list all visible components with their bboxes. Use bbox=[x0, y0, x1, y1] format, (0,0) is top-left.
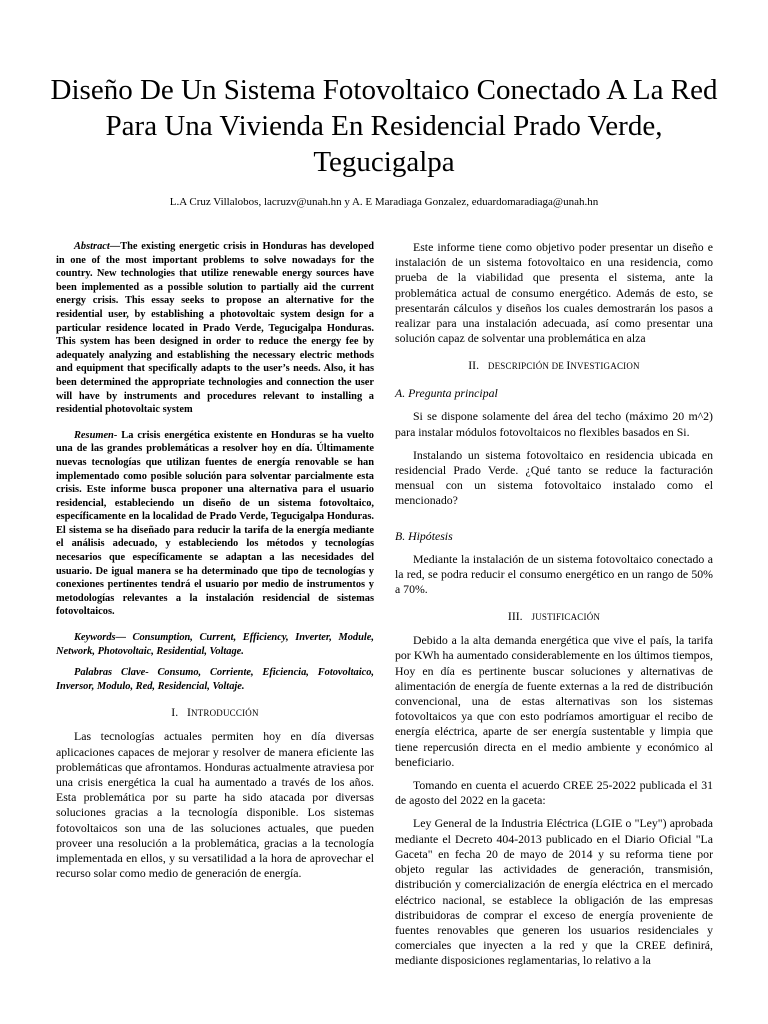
abstract-text: The existing energetic crisis in Honduras has developed in one of the most important problems to solve nowadays for the country. New technologies that utilize renewable energy sources have been implemented as a possible solution to partially aid the current energy crisis. This essay seeks to propose an alternative for the residential user, by establishing a photovoltaic system design for a particular residence located in Prado Verde, Tegucigalpa Honduras. This system has been designed in order to reduce the energy fee by adequately analyzing and establishing the necessary electric methods and equipment that specifically adapts to the user’s needs. Also, it has been determined the appropriate technologies and connection the user will have by instruments and procedures relevant to installing a residential photovoltaic system bbox=[56, 241, 374, 416]
section-initial: I bbox=[187, 705, 191, 720]
section-initial: I bbox=[566, 358, 571, 373]
resumen-lead: Resumen- bbox=[74, 429, 118, 441]
resumen-text: La crisis energética existente en Honduras se ha vuelto una de las grandes problemáticas a resolver hoy en día. Últimamente nuevas tecnologías que utilizan fuentes de energía renovable se han implementado como posible solución para solventar parcialmente esta crisis. Este informe busca proponer una alternativa para el usuario residencial, estableciendo un diseño de un sistema fotovoltaico, específicamente en la localidad de Prado Verde, Tegucigalpa Honduras. El sistema se ha diseñado para reducir la tarifa de la energía mediante el análisis adecuado, y estableciendo los métodos y tecnologías necesarios que específicamente se adaptan a las necesidades del usuario. De igual manera se ha determinado que tipo de tecnologías y conexiones pertinentes tendrá el usuario por medio de instrumentos y metodologías relevantes a la instalación residencial de sistemas fotovoltaicos. bbox=[56, 429, 374, 618]
right-column bbox=[395, 240, 713, 969]
paper-authors: L.A Cruz Villalobos, lacruzv@unah.hn y A. E Maradiaga Gonzalez, eduardomaradiaga@unah.hn bbox=[169, 196, 599, 208]
resumen-paragraph bbox=[56, 429, 374, 619]
section-number: I. bbox=[171, 705, 179, 720]
section-heading-introduccion bbox=[56, 705, 374, 721]
pregunta-paragraph: Si se dispone solamente del área del techo (máximo 20 m^2) para instalar módulos fotovoltaicos no flexibles basados en Si. bbox=[395, 409, 713, 439]
intro-paragraph: Las tecnologías actuales permiten hoy en día diversas aplicaciones capaces de mejorar y resolver de manera eficiente las problemáticas que afrontamos. Honduras actualmente atraviesa por una crisis energética la cual ha aumentado a través de los años. Esta problemática por su parte ha sido atacada por diversas soluciones gracias a la tecnología disponible. Los sistemas fotovoltaicos son una de las soluciones actuales, que pueden proveer una resolución a la problemática, gracias a la tecnología implementada en ellos, y su versatilidad a la hora de aprovechar el recurso solar como medio de generación de energía. bbox=[56, 729, 374, 881]
abstract-lead: Abstract— bbox=[74, 241, 121, 252]
section-number: II. bbox=[468, 358, 480, 373]
cree-paragraph: Tomando en cuenta el acuerdo CREE 25-2022 publicada el 31 de agosto del 2022 en la gaceta: bbox=[395, 778, 713, 808]
subsection-hipotesis: B. Hipótesis bbox=[395, 528, 453, 543]
section-heading-justificacion bbox=[395, 609, 713, 625]
hipotesis-paragraph: Mediante la instalación de un sistema fotovoltaico conectado a la red, se podra reducir el consumo energético en un rango de 50% a 70%. bbox=[395, 551, 713, 597]
palabras-clave: Palabras Clave- Consumo, Corriente, Eficiencia, Fotovoltaico, Inversor, Modulo, Red, Residencial, Voltaje. bbox=[56, 667, 374, 692]
left-column bbox=[56, 240, 374, 881]
justificacion-paragraph: Debido a la alta demanda energética que vive el país, la tarifa por KWh ha aumentado considerablemente en los últimos tiempos, Hoy en día es pertinente buscar soluciones y alternativas de alimentación de energía de fuente externas a la red de distribución convencional, una de estas alternativas son los sistemas fotovoltaicos ya que con esto podríamos amortiguar el recibo de energía eléctrica, aparte de ser energía sustentable y limpia que tiene repercusión directa en el medio ambiente y económico al beneficiario. bbox=[395, 633, 713, 769]
ley-paragraph: Ley General de la Industria Eléctrica (LGIE o "Ley") aprobada mediante el Decreto 404-2013 publicado en el Diario Oficial "La Gaceta" en fecha 20 de mayo de 2014 y su reforma tiene por objeto regular las actividades de generación, transmisión, distribución y comercialización de energía eléctrica en el mercado eléctrico nacional, se establece la obligación de las empresas distribuidoras de comprar el exceso de energía proveniente de fuentes renovables que generen los usuarios residenciales y comerciales que inyecten a la red y que la CREE definirá, mediante disposiciones reglamentarias, lo relativo a la bbox=[395, 816, 713, 968]
section-title: JUSTIFICACIÓN bbox=[531, 612, 601, 623]
section-number: III. bbox=[507, 609, 523, 624]
keywords: Keywords— Consumption, Current, Efficiency, Inverter, Module, Network, Photovoltaic, Residential, Voltage. bbox=[56, 632, 374, 657]
objective-paragraph: Este informe tiene como objetivo poder presentar un diseño e instalación de un sistema fotovoltaico en una residencia, como prueba de la viabilidad que presenta el sistema, ante la problemática actual de consumo energético. Además de esto, se presentarán cálculos y diseños los cuales demostrarán los pasos a realizar para una instalación adecuada, así como presentar una solución capaz de solventar una problemática en alza bbox=[395, 240, 713, 346]
paper-title: Diseño De Un Sistema Fotovoltaico Conectado A La Red Para Una Vivienda En Residencial Prado Verde, Tegucigalpa bbox=[50, 74, 718, 178]
subsection-pregunta: A. Pregunta principal bbox=[395, 386, 498, 401]
section-title: NTRODUCCIÓN bbox=[190, 708, 259, 719]
section-title-rest: NVESTIGACION bbox=[570, 361, 640, 372]
section-title-part: DESCRIPCIÓN DE bbox=[487, 361, 567, 372]
abstract-paragraph bbox=[56, 240, 374, 417]
section-heading-descripcion bbox=[395, 358, 713, 374]
pregunta-paragraph-2: Instalando un sistema fotovoltaico en residencia ubicada en residencial Prado Verde. ¿Qué tanto se reduce la facturación mensual con un sistema fotovoltaico instalado como el mencionado? bbox=[395, 447, 713, 508]
